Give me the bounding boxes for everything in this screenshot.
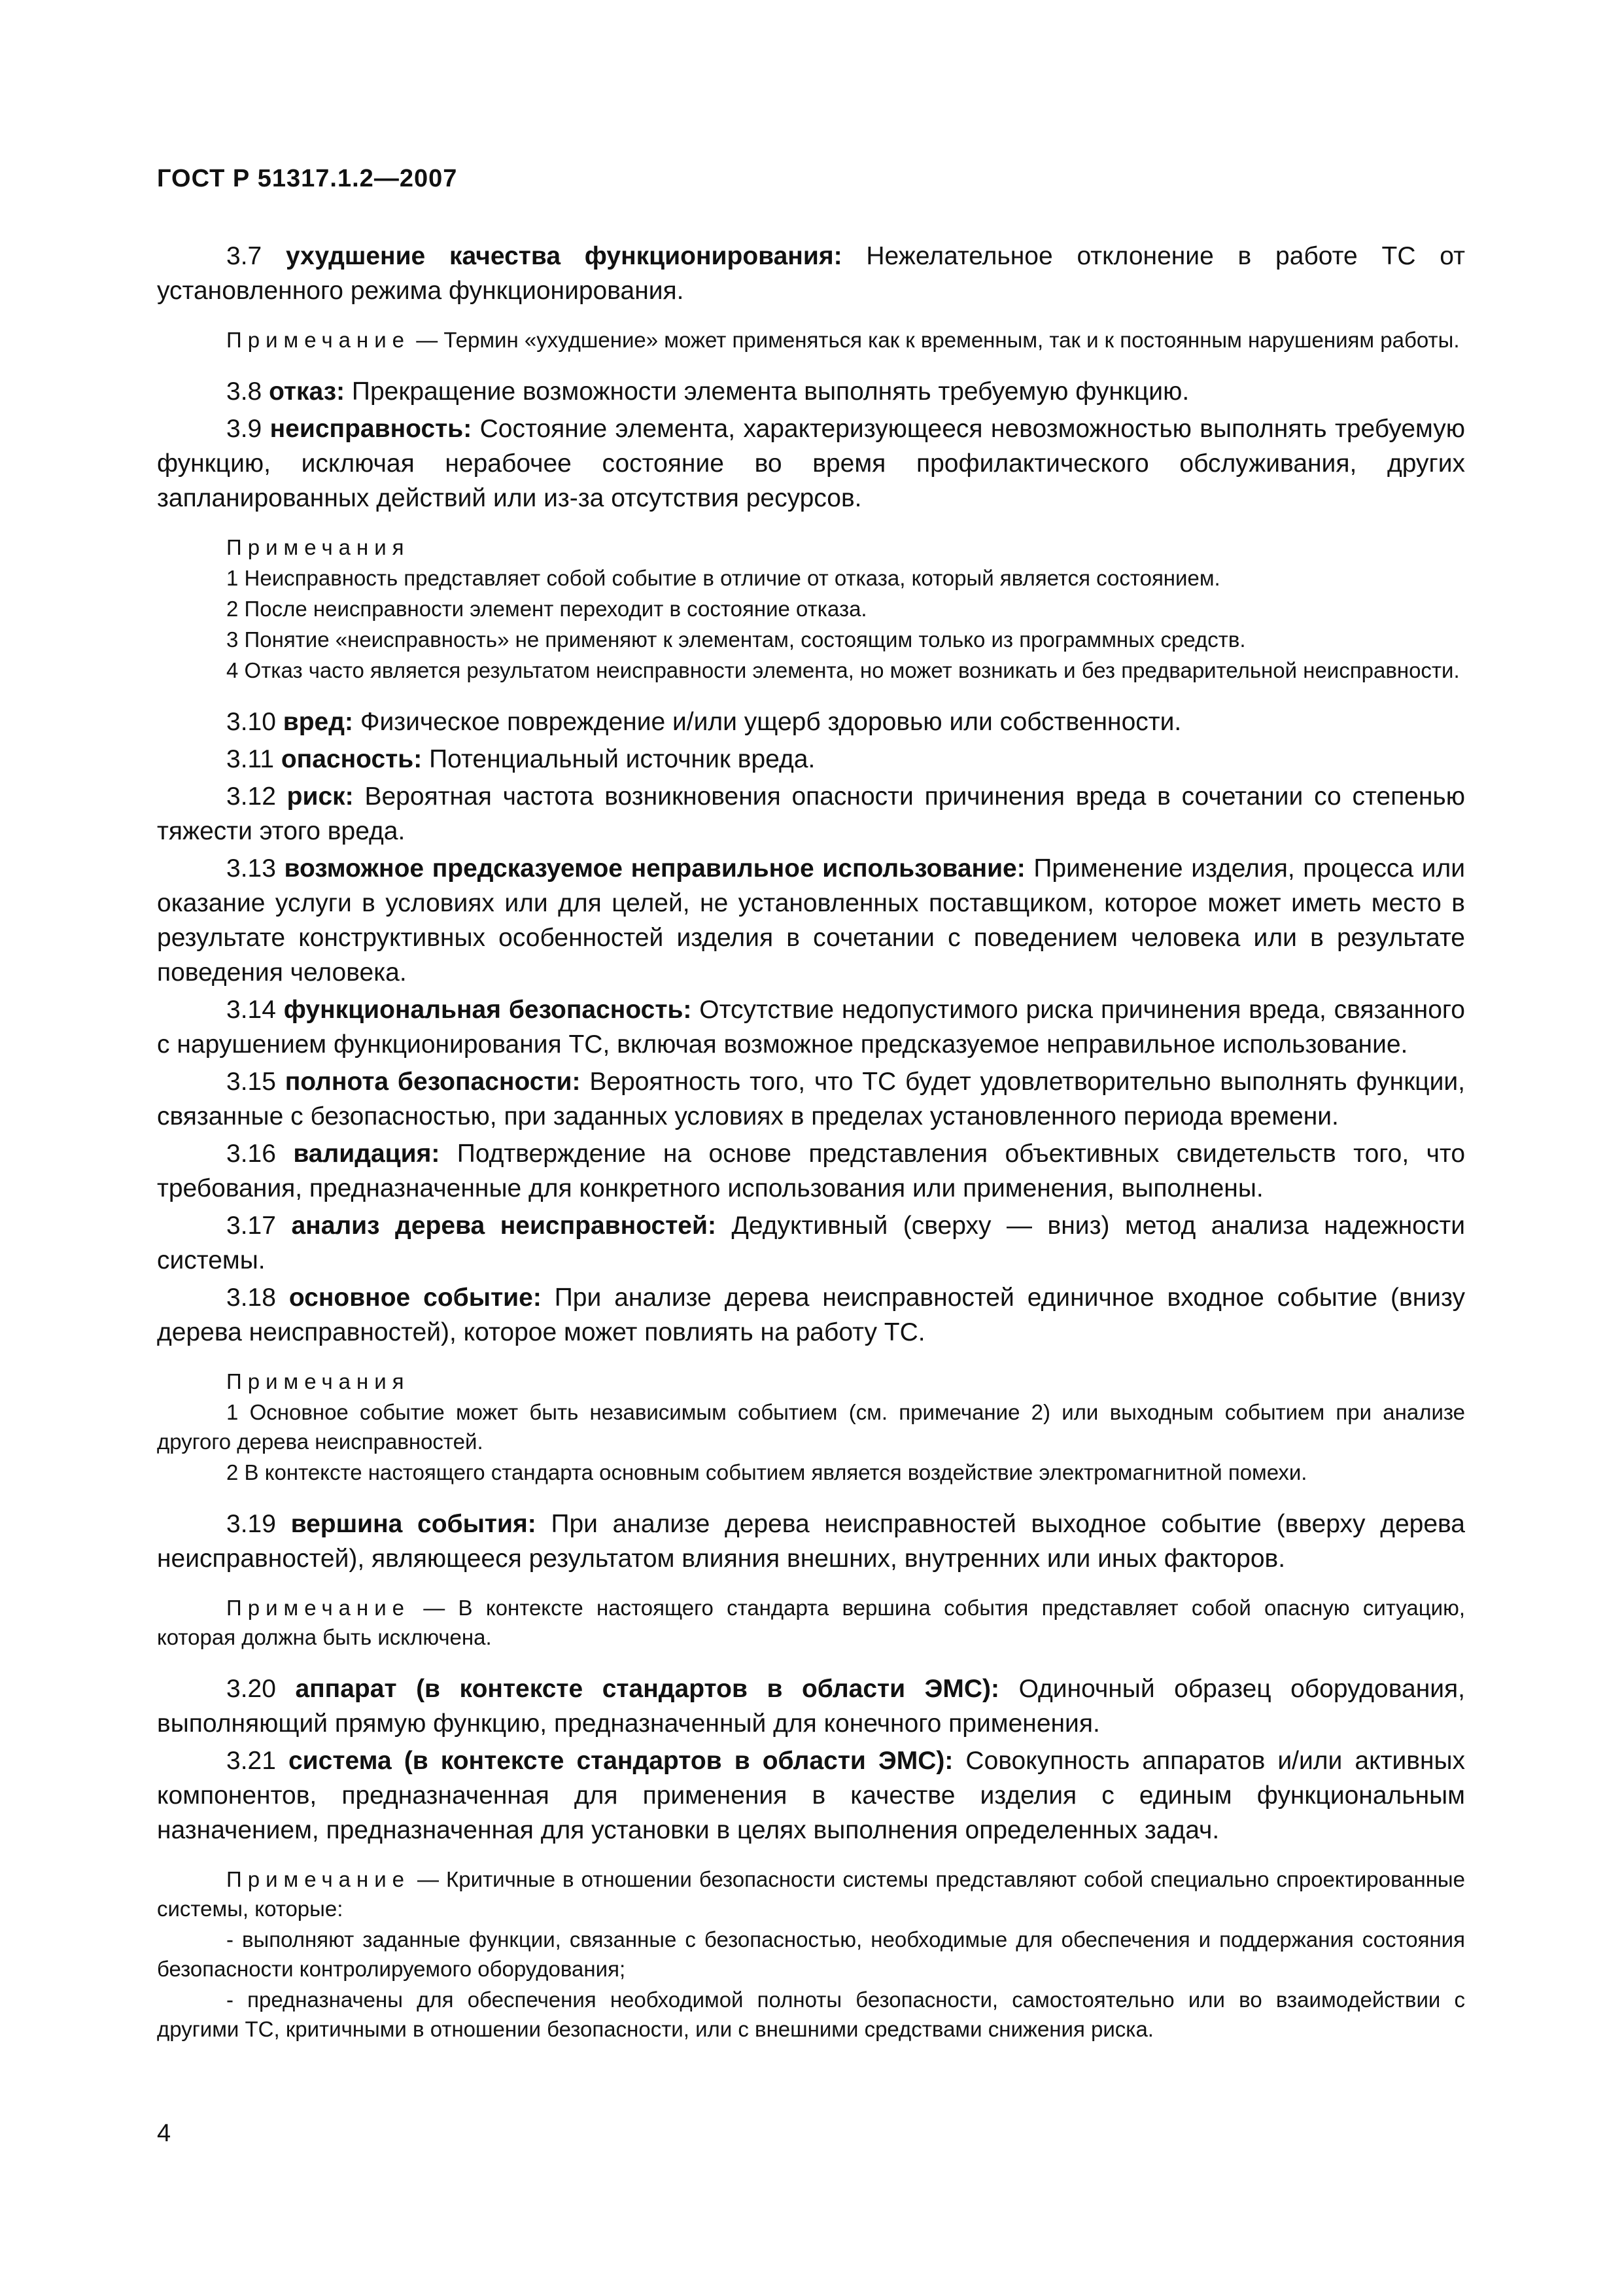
note-text: — В контексте настоящего стандарта вершина события представляет собой опасную ситуацию, которая должна быть исключена. <box>157 1596 1465 1649</box>
definition-3-7 <box>157 239 1465 308</box>
note-label: Примечание <box>226 328 411 352</box>
definition-number: 3.19 <box>226 1510 276 1538</box>
definition-term: анализ дерева неисправностей: <box>291 1212 716 1240</box>
definition-term: опасность: <box>281 745 423 773</box>
definition-number: 3.20 <box>226 1675 276 1703</box>
definition-number: 3.10 <box>226 708 276 736</box>
definition-text: Физическое повреждение и/или ущерб здоровью или собственности. <box>360 708 1182 736</box>
note-item: 1 Основное событие может быть независимым событием (см. примечание 2) или выходным событием при анализе другого дерева неисправностей. <box>157 1400 1465 1454</box>
definition-text: При анализе дерева неисправностей выходное событие (вверху дерева неисправностей), являющееся результатом влияния внешних, внутренних или иных факторов. <box>157 1510 1465 1573</box>
definition-text: Вероятная частота возникновения опасности причинения вреда в сочетании со степенью тяжести этого вреда. <box>157 782 1465 845</box>
definition-text: Потенциальный источник вреда. <box>429 745 816 773</box>
definition-term: валидация: <box>293 1140 440 1168</box>
definition-term: аппарат (в контексте стандартов в области ЭМС): <box>295 1675 1000 1703</box>
definition-term: система (в контексте стандартов в области ЭМС): <box>288 1747 954 1775</box>
note-list-item: - предназначены для обеспечения необходимой полноты безопасности, самостоятельно или во взаимодействии с другими ТС, критичными в отношении безопасности, или с внешними средствами снижения риска. <box>157 1988 1465 2041</box>
definition-term: ухудшение качества функционирования: <box>286 242 842 270</box>
notes-title: Примечания <box>226 1369 410 1393</box>
note-3-21 <box>157 1865 1465 2044</box>
definition-number: 3.12 <box>226 782 276 811</box>
note-item: 3 Понятие «неисправность» не применяют к элементам, состоящим только из программных средств. <box>226 627 1246 652</box>
document-body <box>157 239 1465 2063</box>
definition-number: 3.13 <box>226 854 276 883</box>
definition-term: функциональная безопасность: <box>283 996 692 1024</box>
definition-term: риск: <box>286 782 354 811</box>
definition-term: возможное предсказуемое неправильное использование: <box>284 854 1026 883</box>
definition-text: Отсутствие недопустимого риска причинения вреда, связанного с нарушением функционирования ТС, включая возможное предсказуемое неправильное использование. <box>157 996 1465 1059</box>
note-text: — Термин «ухудшение» может применяться как к временным, так и к постоянным нарушениям работы. <box>416 328 1460 352</box>
definition-number: 3.18 <box>226 1284 276 1312</box>
definition-3-8 <box>157 374 1465 409</box>
note-text: — Критичные в отношении безопасности системы представляют собой специально спроектированные системы, которые: <box>157 1867 1465 1921</box>
definition-number: 3.11 <box>226 745 275 773</box>
notes-title: Примечания <box>226 535 410 559</box>
note-item: 2 В контексте настоящего стандарта основным событием является воздействие электромагнитной помехи. <box>226 1460 1307 1484</box>
definition-number: 3.17 <box>226 1212 276 1240</box>
definition-text: Одиночный образец оборудования, выполняющий прямую функцию, предназначенный для конечного применения. <box>157 1675 1465 1738</box>
definition-3-12 <box>157 779 1465 849</box>
note-3-19 <box>157 1593 1465 1652</box>
notes-3-9 <box>157 533 1465 685</box>
definition-number: 3.14 <box>226 996 276 1024</box>
definition-term: неисправность: <box>269 415 472 443</box>
definition-3-18 <box>157 1280 1465 1350</box>
definition-text: Дедуктивный (сверху — вниз) метод анализа надежности системы. <box>157 1212 1466 1274</box>
page-number: 4 <box>157 2120 171 2147</box>
definition-term: основное событие: <box>288 1284 542 1312</box>
definition-number: 3.9 <box>226 415 262 443</box>
definition-3-14 <box>157 992 1465 1062</box>
definition-number: 3.15 <box>226 1068 276 1096</box>
definition-number: 3.8 <box>226 377 262 406</box>
definition-text: Прекращение возможности элемента выполнять требуемую функцию. <box>351 377 1190 406</box>
definition-number: 3.21 <box>226 1747 276 1775</box>
definition-3-20 <box>157 1672 1465 1741</box>
note-item: 1 Неисправность представляет собой событие в отличие от отказа, который является состоянием. <box>226 566 1220 590</box>
definition-text: Подтверждение на основе представления объективных свидетельств того, что требования, предназначенные для конкретного использования или применения, выполнены. <box>157 1140 1466 1202</box>
definition-term: отказ: <box>269 377 345 406</box>
definition-text: Совокупность аппаратов и/или активных компонентов, предназначенная для применения в качестве изделия с единым функциональным назначением, предназначенная для установки в целях выполнения определенных задач. <box>157 1747 1466 1844</box>
definition-3-16 <box>157 1136 1465 1206</box>
notes-3-18 <box>157 1367 1465 1487</box>
definition-term: полнота безопасности: <box>285 1068 581 1096</box>
note-label: Примечание <box>226 1596 411 1620</box>
document-header: ГОСТ Р 51317.1.2—2007 <box>157 165 458 192</box>
note-item: 2 После неисправности элемент переходит в состояние отказа. <box>226 597 867 621</box>
definition-text: При анализе дерева неисправностей единичное входное событие (внизу дерева неисправностей), которое может повлиять на работу ТС. <box>157 1284 1465 1346</box>
definition-term: вред: <box>283 708 353 736</box>
note-list-item: - выполняют заданные функции, связанные с безопасностью, необходимые для обеспечения и поддержания состояния безопасности контролируемого оборудования; <box>157 1927 1465 1981</box>
note-3-7 <box>157 325 1465 355</box>
note-item: 4 Отказ часто является результатом неисправности элемента, но может возникать и без предварительной неисправности. <box>226 658 1460 682</box>
definition-term: вершина события: <box>290 1510 536 1538</box>
definition-3-9 <box>157 412 1465 516</box>
definition-text: Состояние элемента, характеризующееся невозможностью выполнять требуемую функцию, исключая нерабочее состояние во время профилактического обслуживания, других запланированных действий или из-за отсутствия ресурсов. <box>157 415 1466 512</box>
note-label: Примечание <box>226 1867 411 1891</box>
definition-text: Нежелательное отклонение в работе ТС от установленного режима функционирования. <box>157 242 1465 305</box>
definition-3-10 <box>157 705 1465 739</box>
definition-3-19 <box>157 1507 1465 1576</box>
definition-3-17 <box>157 1208 1465 1278</box>
definition-3-11 <box>157 742 1465 777</box>
definition-text: Вероятность того, что ТС будет удовлетворительно выполнять функции, связанные с безопасностью, при заданных условиях в пределах установленного периода времени. <box>157 1068 1466 1130</box>
definition-3-15 <box>157 1064 1465 1134</box>
definition-3-21 <box>157 1743 1465 1848</box>
definition-text: Применение изделия, процесса или оказание услуги в условиях или для целей, не установленных поставщиком, которое может иметь место в результате конструктивных особенностей изделия в сочетании с поведением человека или в результате поведения человека. <box>157 854 1466 987</box>
definition-3-13 <box>157 851 1465 990</box>
definition-number: 3.7 <box>226 242 262 270</box>
definition-number: 3.16 <box>226 1140 276 1168</box>
